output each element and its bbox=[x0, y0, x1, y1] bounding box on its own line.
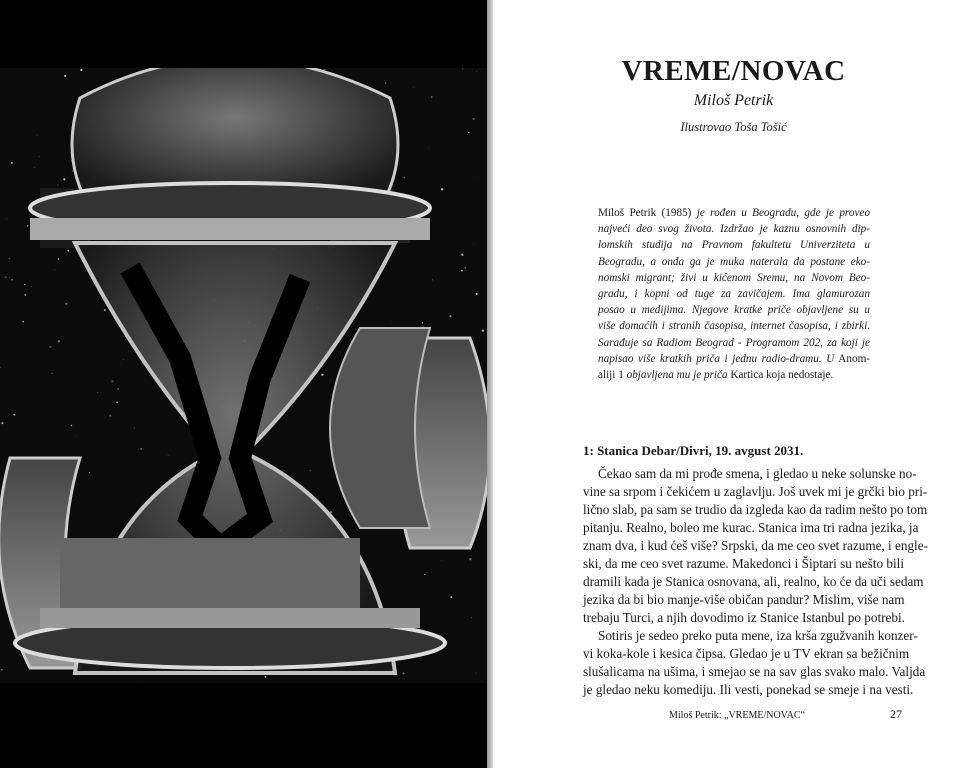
text-line: slušalicama na ušima, i smejao se na sav glas svako malo. Valjda bbox=[583, 664, 926, 679]
star bbox=[104, 309, 106, 311]
star bbox=[13, 414, 15, 416]
text-line: jezika da bi bio manje-više običan pandur? Mislim, više nam bbox=[583, 592, 905, 607]
star bbox=[134, 428, 135, 429]
text-line: dramili kada je Stanica osnovana, ali, realno, ko će da uči sedam bbox=[583, 574, 924, 589]
bio-segment: nomski migrant; živi u kićenom Sremu, na Novom Beo- bbox=[598, 271, 870, 284]
star bbox=[441, 188, 443, 190]
bio-line bbox=[598, 205, 870, 221]
star bbox=[9, 277, 10, 278]
star bbox=[424, 574, 425, 575]
star bbox=[89, 472, 90, 473]
story-text bbox=[583, 465, 928, 699]
bio-line bbox=[598, 318, 870, 334]
star bbox=[321, 374, 323, 376]
hourglass-illustration bbox=[0, 68, 487, 683]
bio-line bbox=[598, 351, 870, 367]
bio-segment: je rođen u Beogradu, gde je proveo bbox=[691, 207, 870, 219]
star bbox=[1, 422, 3, 424]
star bbox=[1, 669, 3, 671]
star bbox=[385, 82, 386, 83]
illustrator-credit: Ilustrovao Toša Tošić bbox=[680, 120, 787, 134]
star bbox=[0, 367, 1, 368]
star bbox=[63, 178, 65, 180]
star bbox=[461, 254, 463, 256]
star bbox=[55, 269, 56, 270]
bio-segment: objavljena mu je priča bbox=[623, 368, 728, 381]
star bbox=[58, 340, 61, 343]
star bbox=[71, 425, 73, 427]
star bbox=[65, 303, 67, 305]
illustration-graphic bbox=[0, 68, 487, 683]
star bbox=[471, 617, 472, 618]
author-name: Miloš Petrik bbox=[693, 92, 774, 109]
star bbox=[82, 91, 83, 92]
star bbox=[22, 321, 24, 323]
bio-segment: najveći deo svog života. Izdržao je kaznu osnovnih dip- bbox=[598, 223, 870, 236]
bio-segment: aliji 1 bbox=[598, 368, 624, 381]
star bbox=[39, 156, 40, 157]
text-line: pitanju. Realno, boleo me kurac. Stanica ima tri radna jezika, ja bbox=[583, 520, 919, 535]
bio-segment: Kartica koja nedostaje. bbox=[727, 368, 834, 381]
star bbox=[473, 243, 474, 244]
star bbox=[461, 270, 463, 272]
star bbox=[449, 315, 451, 317]
bio-line bbox=[598, 286, 870, 302]
star bbox=[57, 184, 58, 185]
star bbox=[120, 365, 121, 366]
star bbox=[120, 532, 121, 533]
star bbox=[475, 672, 476, 673]
star bbox=[140, 448, 142, 450]
text-line: vi koka-kole i kesica čipsa. Gledao je u TV ekran sa bežičnim bbox=[583, 646, 910, 661]
star bbox=[432, 279, 433, 280]
star bbox=[11, 279, 13, 281]
bio-line bbox=[598, 221, 870, 237]
star bbox=[5, 276, 7, 278]
star bbox=[52, 373, 53, 374]
star bbox=[31, 286, 32, 287]
star bbox=[9, 258, 11, 260]
page-number: 27 bbox=[890, 707, 902, 721]
star bbox=[468, 132, 469, 133]
star bbox=[472, 118, 474, 120]
star bbox=[123, 359, 124, 360]
bio-line bbox=[598, 335, 870, 351]
text-line: ski, da me ceo svet razume. Makedonci i Šiptari su nešto bili bbox=[583, 556, 904, 571]
star bbox=[111, 380, 114, 383]
bio-segment: Beogradu, a onda ga je muka naterala da postane eko- bbox=[598, 255, 870, 268]
star bbox=[117, 388, 119, 390]
star bbox=[403, 672, 405, 674]
text-line: Čekao sam da mi prođe smena, i gledao u neke solunske no- bbox=[598, 466, 917, 481]
star bbox=[80, 69, 82, 71]
star bbox=[441, 560, 442, 561]
bio-line bbox=[598, 237, 870, 253]
star bbox=[476, 71, 477, 72]
star bbox=[75, 436, 76, 437]
star bbox=[97, 392, 98, 393]
star bbox=[27, 225, 28, 226]
right-page bbox=[493, 0, 974, 768]
bio-line bbox=[598, 367, 870, 383]
text-line: lično slab, pa sam se trudio da izgleda kao da radim nešto po tom bbox=[583, 502, 928, 517]
star bbox=[58, 258, 59, 259]
bio-segment: gradu, i kopni od tuge za zavičajem. Ima glamurozan bbox=[598, 287, 870, 300]
star bbox=[464, 267, 465, 268]
star bbox=[6, 219, 7, 220]
text-line: znam dva, i kud ćeš više? Srpski, da me ceo svet razume, i engle- bbox=[583, 538, 928, 553]
star bbox=[34, 167, 35, 168]
bio-segment: više domaćih i stranih časopisa, internet časopisa, i zbirki. bbox=[598, 320, 870, 333]
star bbox=[64, 75, 66, 77]
star bbox=[24, 294, 25, 295]
star bbox=[391, 321, 392, 322]
bio-segment: napisao više kratkih priča i jednu radio-dramu. U bbox=[598, 352, 835, 365]
star bbox=[482, 329, 484, 331]
star bbox=[310, 470, 311, 471]
star bbox=[110, 415, 112, 417]
star bbox=[168, 455, 169, 456]
bio-segment: Miloš Petrik (1985) bbox=[598, 207, 692, 219]
text-line: Sotiris je sedeo preko puta mene, iza krša zgužvanih konzer- bbox=[598, 628, 918, 643]
star bbox=[476, 293, 478, 295]
star bbox=[72, 170, 73, 171]
star bbox=[49, 346, 51, 348]
star bbox=[450, 596, 452, 598]
bio-line bbox=[598, 302, 870, 318]
bio-line bbox=[598, 270, 870, 286]
star bbox=[11, 162, 13, 164]
text-line: vine sa srpom i čekićem u zaglavlju. Još uvek mi je grčki bio pri- bbox=[583, 484, 928, 499]
star bbox=[431, 96, 433, 98]
bio-segment: lomskih studija na Pravnom fakultetu Univerziteta u bbox=[598, 239, 870, 252]
star bbox=[67, 250, 69, 252]
section-heading: 1: Stanica Debar/Divri, 19. avgust 2031. bbox=[583, 443, 804, 458]
text-line: trebaju Turci, a njih dovodimo iz Stanice Istanbul po potrebi. bbox=[583, 610, 905, 625]
star bbox=[116, 401, 118, 403]
star bbox=[422, 322, 423, 323]
star bbox=[429, 147, 430, 148]
star bbox=[462, 69, 463, 70]
star bbox=[325, 69, 326, 70]
story-title: VREME/NOVAC bbox=[621, 55, 846, 87]
star bbox=[474, 177, 475, 178]
star bbox=[24, 284, 25, 285]
star bbox=[404, 177, 405, 178]
bio-line bbox=[598, 254, 870, 270]
text-line: je gledao neku komediju. Ili vesti, ponekad se smeje i na vesti. bbox=[583, 682, 914, 697]
star bbox=[469, 558, 471, 560]
bio-segment: Anom- bbox=[834, 352, 871, 365]
star bbox=[265, 676, 267, 678]
bio-segment: posao u medijima. Njegove kratke priče objavljene su u bbox=[598, 304, 870, 317]
bio-segment: Sarađuje sa Radiom Beograd - Programom 202, za koji je bbox=[598, 336, 870, 349]
star bbox=[37, 135, 38, 136]
author-bio bbox=[598, 205, 870, 383]
running-footer: Miloš Petrik: „VREME/NOVAC“ bbox=[669, 710, 805, 721]
